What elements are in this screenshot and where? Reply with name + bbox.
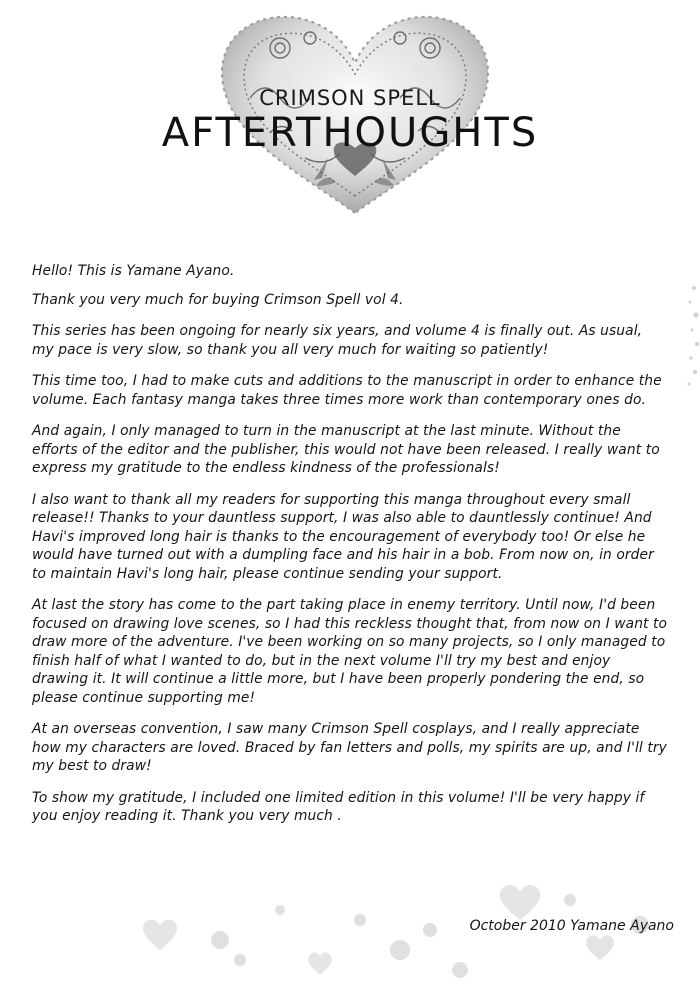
paragraph-readers: I also want to thank all my readers for supporting this manga throughout every small release!! Thanks to your dauntless support, I was also able to dauntlessly continue! And Havi's improved long hair is thanks to the encouragement of everybody too! Or else he would have turned out with a dumpling face and his hair in a bob. From now on, in order to maintain Havi's long hair, please continue sending your support. bbox=[32, 491, 654, 582]
series-subtitle: CRIMSON SPELL bbox=[259, 86, 441, 110]
paragraph-convention: At an overseas convention, I saw many Crimson Spell cosplays, and I really appreciate how my characters are loved. Braced by fan letters and polls, my spirits are up, and I'll try my best to draw! bbox=[32, 721, 667, 774]
paragraph-greeting: Hello! This is Yamane Ayano. bbox=[32, 263, 235, 279]
paragraph-deadline: And again, I only managed to turn in the manuscript at the last minute. Without the efforts of the editor and the publisher, this would not have been released. I really want to express my gratitude to the endless kindness of the professionals! bbox=[32, 423, 660, 476]
edge-grain-texture bbox=[664, 280, 700, 390]
page-title: AFTERTHOUGHTS bbox=[161, 110, 539, 156]
scattered-hearts-texture bbox=[100, 880, 660, 990]
afterword-body bbox=[32, 262, 668, 839]
paragraph-series: This series has been ongoing for nearly six years, and volume 4 is finally out. As usual, my pace is very slow, so thank you all very much for waiting so patiently! bbox=[32, 323, 643, 358]
paragraph-thanks: Thank you very much for buying Crimson Spell vol 4. bbox=[32, 291, 404, 308]
paragraph-gratitude: To show my gratitude, I included one limited edition in this volume! I'll be very happy if you enjoy reading it. Thank you very much . bbox=[32, 789, 645, 824]
paragraph-story: At last the story has come to the part taking place in enemy territory. Until now, I'd been focused on drawing love scenes, so I had this reckless thought that, from now on I want to draw more of the adventure. I've been working on so many projects, so I only managed to finish half of what I wanted to do, but in the next volume I'll try my best and enjoy drawing it. It will continue a little more, but I have been properly pondering the end, so please continue supporting me! bbox=[32, 597, 668, 706]
paragraph-edits: This time too, I had to make cuts and additions to the manuscript in order to enhance the volume. Each fantasy manga takes three times more work than contemporary ones do. bbox=[32, 373, 662, 408]
signature: October 2010 Yamane Ayano bbox=[469, 918, 674, 934]
